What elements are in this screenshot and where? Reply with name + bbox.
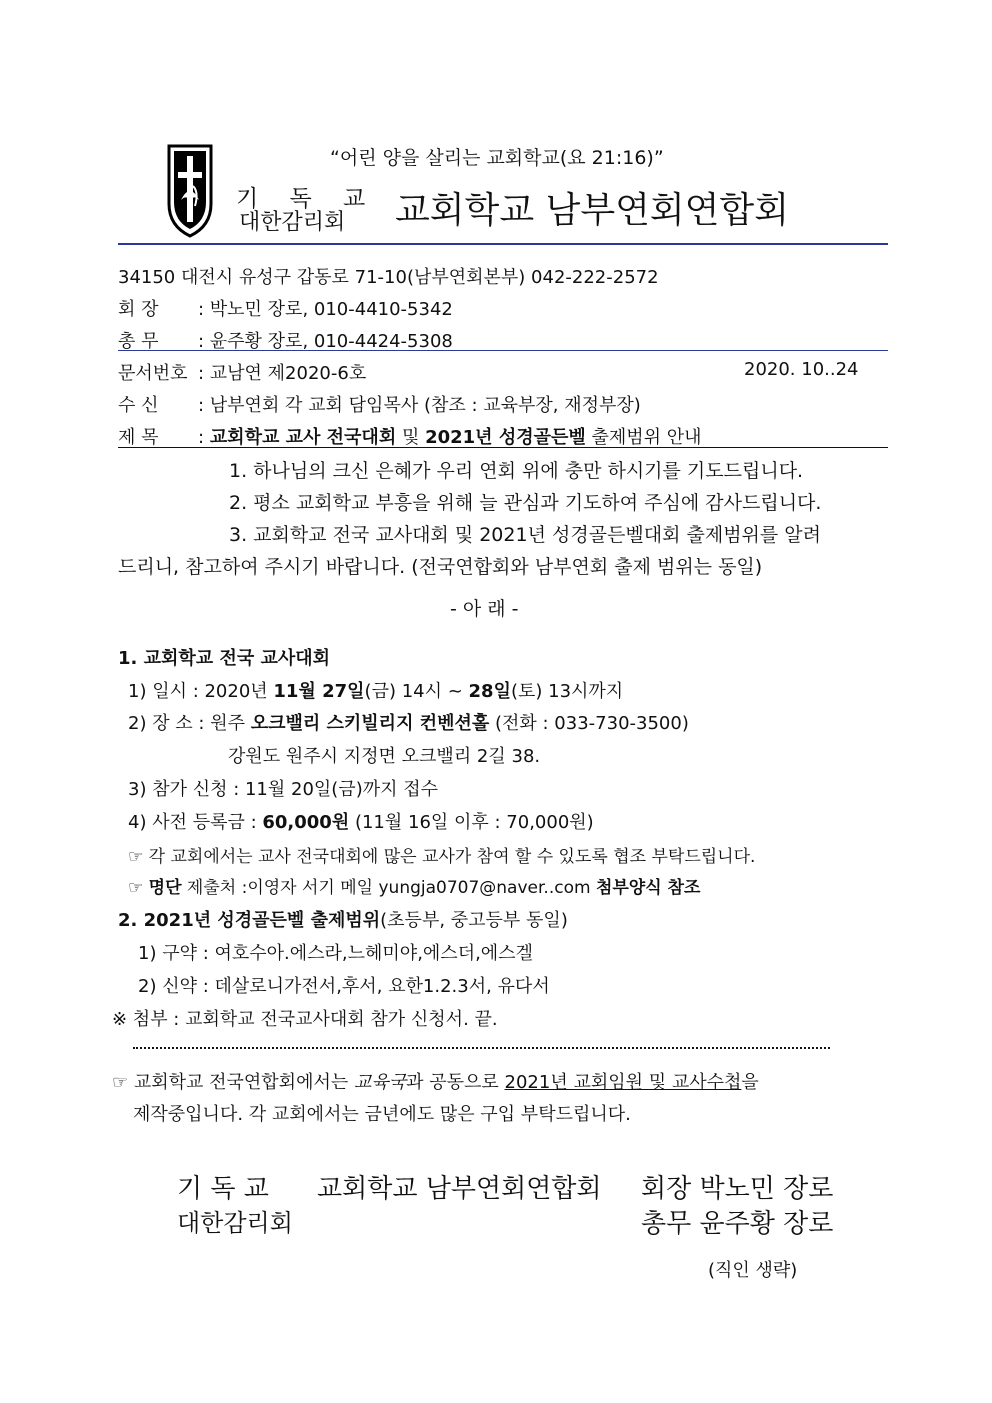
fee-amount: 60,000원 bbox=[262, 812, 350, 833]
subject-colon: : bbox=[198, 427, 210, 448]
fee-prefix: 4) 사전 등록금 : bbox=[128, 812, 263, 833]
fee-tail: (11월 16일 이후 : 70,000원) bbox=[349, 812, 594, 833]
section1-note1: ☞ 각 교회에서는 교사 전국대회에 많은 교사가 참여 할 수 있도록 협조 부탁드립니다. bbox=[128, 847, 756, 867]
place-prefix: 2) 장 소 : 원주 bbox=[128, 713, 251, 734]
section1-place bbox=[128, 709, 689, 735]
docno-value: : 교남연 제2020-6호 bbox=[198, 363, 367, 384]
section1-apply: 3) 참가 신청 : 11월 20일(금)까지 접수 bbox=[128, 779, 438, 800]
denomination-line1: 기 독 교 bbox=[236, 186, 378, 212]
note2-email: 제출처 :이영자 서기 메일 yungja0707@naver..com bbox=[181, 878, 596, 898]
section1-fee bbox=[128, 808, 594, 834]
promo-handbook: 2021년 교회임원 및 교사수첩 bbox=[504, 1072, 742, 1093]
recipient-label: 수 신 bbox=[118, 395, 159, 416]
recipient-value: : 남부연회 각 교회 담임목사 (참조 : 교육부장, 재정부장) bbox=[198, 395, 641, 416]
promo-line2: 제작중입니다. 각 교회에서는 금년에도 많은 구입 부탁드립니다. bbox=[133, 1104, 631, 1125]
body-paragraph-3a: 3. 교회학교 전국 교사대회 및 2021년 성경골든벨대회 출제범위를 알려 bbox=[229, 524, 822, 546]
president-label: 회 장 bbox=[118, 299, 159, 320]
attachment-note: ※ 첨부 : 교회학교 전국교사대회 참가 신청서. 끝. bbox=[112, 1009, 498, 1030]
president-value: : 박노민 장로, 010-4410-5342 bbox=[198, 299, 453, 320]
promo-line1 bbox=[112, 1068, 759, 1094]
section2-old-testament: 1) 구약 : 여호수아.에스라,느헤미야,에스더,에스겔 bbox=[138, 943, 533, 964]
subject-golden-bell: 2021년 성경골든벨 bbox=[425, 427, 586, 448]
section1-note2 bbox=[128, 873, 700, 898]
date-prefix: 1) 일시 : 2020년 bbox=[128, 681, 274, 702]
signature-denomination-2: 대한감리회 bbox=[177, 1209, 293, 1237]
signature-org: 교회학교 남부연회연합회 bbox=[317, 1174, 602, 1204]
section1-title: 1. 교회학교 전국 교사대회 bbox=[118, 648, 331, 669]
secretary-label: 총 무 bbox=[118, 331, 159, 352]
docno-label: 문서번호 bbox=[118, 363, 188, 384]
subject-and: 및 bbox=[396, 427, 426, 448]
denomination-logo bbox=[166, 142, 214, 238]
denomination-line2: 대한감리회 bbox=[239, 210, 346, 235]
section2-title bbox=[118, 906, 568, 932]
body-paragraph-1: 1. 하나님의 크신 은혜가 우리 연회 위에 충만 하시기를 기도드립니다. bbox=[229, 460, 804, 482]
date-tail: (토) 13시까지 bbox=[510, 681, 624, 702]
place-venue: 오크밸리 스키빌리지 컨벤션홀 bbox=[250, 713, 490, 734]
secretary-value: : 윤주황 장로, 010-4424-5308 bbox=[198, 331, 453, 352]
body-paragraph-2: 2. 평소 교회학교 부흥을 위해 늘 관심과 기도하여 주심에 감사드립니다. bbox=[229, 492, 822, 514]
signature-president: 회장 박노민 장로 bbox=[641, 1174, 834, 1204]
dotted-divider bbox=[133, 1047, 830, 1049]
section1-date bbox=[128, 677, 623, 703]
signature-secretary: 총무 윤주황 장로 bbox=[641, 1209, 834, 1239]
subject-label: 제 목 bbox=[118, 427, 159, 448]
header-rule bbox=[118, 243, 888, 245]
section2-title-tail: (초등부, 중고등부 동일) bbox=[380, 910, 568, 931]
section1-place-address: 강원도 원주시 지정면 오크밸리 2길 38. bbox=[228, 746, 541, 767]
promo-education-bureau: 교육국 bbox=[353, 1072, 407, 1093]
date-end: 28일 bbox=[468, 681, 511, 702]
pointing-hand-icon: ☞ bbox=[128, 878, 149, 898]
seal-omitted-note: (직인 생략) bbox=[708, 1260, 798, 1281]
promo-prefix: ☞ 교회학교 전국연합회에서는 bbox=[112, 1072, 354, 1093]
subject-tail: 출제범위 안내 bbox=[585, 427, 702, 448]
cross-flame-logo-icon bbox=[166, 142, 214, 238]
subject-line bbox=[198, 423, 702, 449]
body-paragraph-3b: 드리니, 참고하여 주시기 바랍니다. (전국연합회와 남부연회 출제 범위는 동일) bbox=[118, 556, 763, 578]
section2-title-bold: 2. 2021년 성경골든벨 출제범위 bbox=[118, 910, 381, 931]
motto: “어린 양을 살리는 교회학교(요 21:16)” bbox=[330, 147, 664, 169]
date-mid: (금) 14시 ~ bbox=[364, 681, 469, 702]
org-title: 교회학교 남부연회연합회 bbox=[395, 190, 789, 231]
note2-attachment-ref: 첨부양식 참조 bbox=[595, 878, 701, 898]
contact-rule bbox=[118, 350, 888, 351]
subject-rule bbox=[118, 447, 888, 448]
note2-roster: 명단 bbox=[148, 878, 182, 898]
date-start: 11월 27일 bbox=[273, 681, 365, 702]
place-phone: (전화 : 033-730-3500) bbox=[489, 713, 689, 734]
promo-mid: 과 공동으로 bbox=[406, 1072, 505, 1093]
promo-tail: 을 bbox=[741, 1072, 759, 1093]
section2-new-testament: 2) 신약 : 데살로니가전서,후서, 요한1.2.3서, 유다서 bbox=[138, 976, 550, 997]
below-heading: - 아 래 - bbox=[450, 598, 519, 620]
subject-teacher-conference: 교회학교 교사 전국대회 bbox=[209, 427, 397, 448]
signature-denomination-1: 기 독 교 bbox=[177, 1174, 269, 1204]
document-date: 2020. 10..24 bbox=[744, 359, 859, 380]
address: 34150 대전시 유성구 갑동로 71-10(남부연회본부) 042-222-2572 bbox=[118, 267, 659, 288]
